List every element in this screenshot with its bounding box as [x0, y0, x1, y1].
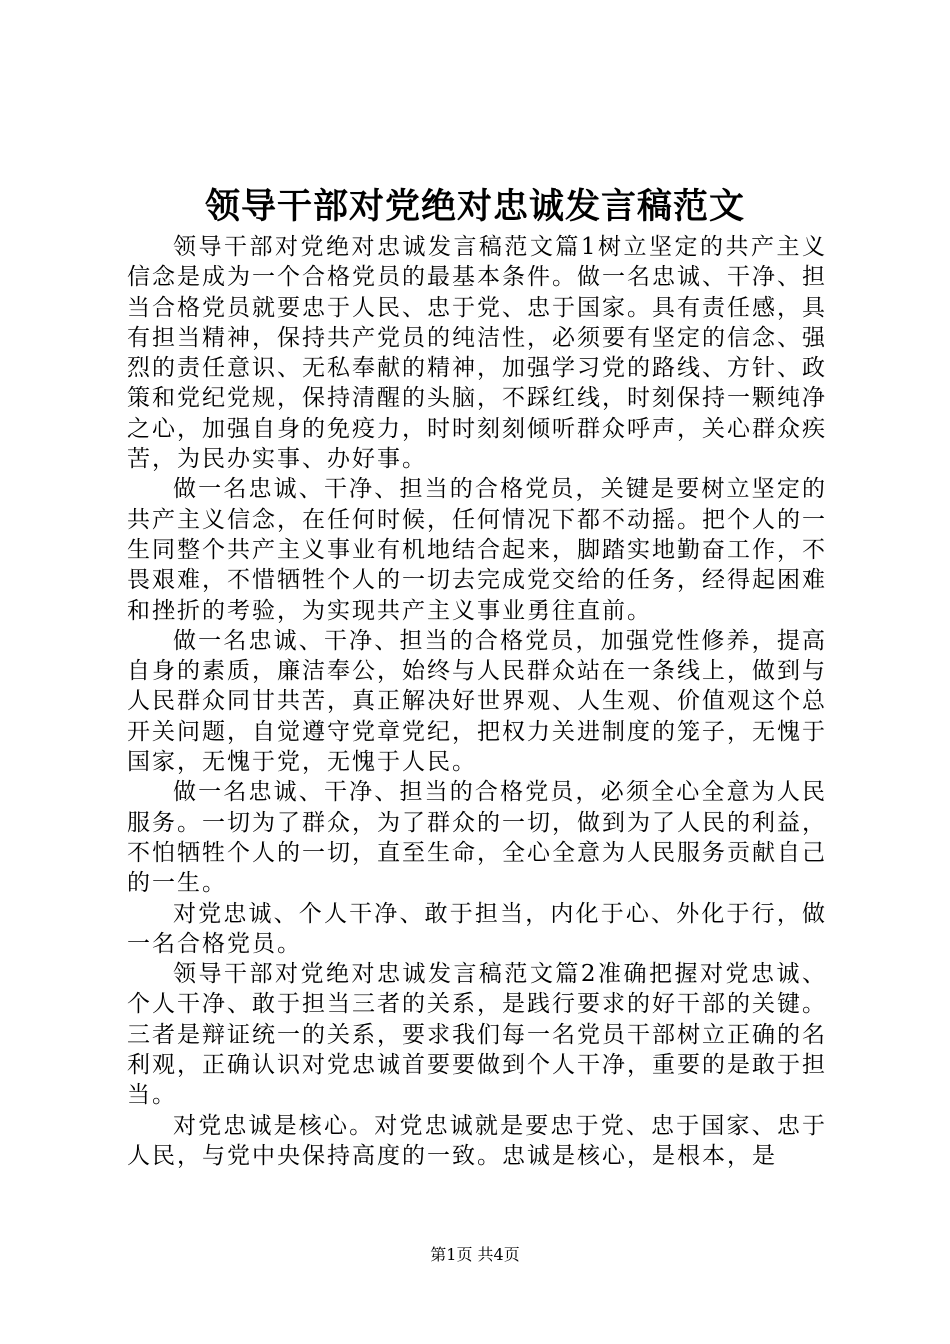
paragraph-4: 做一名忠诚、干净、担当的合格党员，必须全心全意为人民服务。一切为了群众，为了群众的一切，做到为了人民的利益，不怕牺牲个人的一切，直至生命，全心全意为人民服务贡献自己的一生。 [127, 779, 827, 897]
page-number-footer: 第1页 共4页 [430, 1245, 520, 1264]
paragraph-2: 做一名忠诚、干净、担当的合格党员，关键是要树立坚定的共产主义信念，在任何时候，任何情况下都不动摇。把个人的一生同整个共产主义事业有机地结合起来，脚踏实地勤奋工作，不畏艰难，不惜牺牲个人的一切去完成党交给的任务，经得起困难和挫折的考验，为实现共产主义事业勇往直前。 [127, 476, 827, 624]
document-body [127, 232, 827, 1171]
paragraph-7: 对党忠诚是核心。对党忠诚就是要忠于党、忠于国家、忠于人民，与党中央保持高度的一致。忠诚是核心，是根本，是 [127, 1112, 827, 1169]
paragraph-5: 对党忠诚、个人干净、敢于担当，内化于心、外化于行，做一名合格党员。 [127, 900, 827, 957]
paragraph-6: 领导干部对党绝对忠诚发言稿范文篇2准确把握对党忠诚、个人干净、敢于担当三者的关系，是践行要求的好干部的关键。三者是辩证统一的关系，要求我们每一名党员干部树立正确的名利观，正确认识对党忠诚首要要做到个人干净，重要的是敢于担当。 [127, 961, 827, 1109]
paragraph-3: 做一名忠诚、干净、担当的合格党员，加强党性修养，提高自身的素质，廉洁奉公，始终与人民群众站在一条线上，做到与人民群众同甘共苦，真正解决好世界观、人生观、价值观这个总开关问题，自觉遵守党章党纪，把权力关进制度的笼子，无愧于国家，无愧于党，无愧于人民。 [127, 627, 827, 776]
paragraph-1: 领导干部对党绝对忠诚发言稿范文篇1树立坚定的共产主义信念是成为一个合格党员的最基本条件。做一名忠诚、干净、担当合格党员就要忠于人民、忠于党、忠于国家。具有责任感，具有担当精神，保持共产党员的纯洁性，必须要有坚定的信念、强烈的责任意识、无私奉献的精神，加强学习党的路线、方针、政策和党纪党规，保持清醒的头脑，不踩红线，时刻保持一颗纯净之心，加强自身的免疫力，时时刻刻倾听群众呼声，关心群众疾苦，为民办实事、办好事。 [127, 234, 827, 473]
page-title: 领导干部对党绝对忠诚发言稿范文 [204, 186, 745, 227]
